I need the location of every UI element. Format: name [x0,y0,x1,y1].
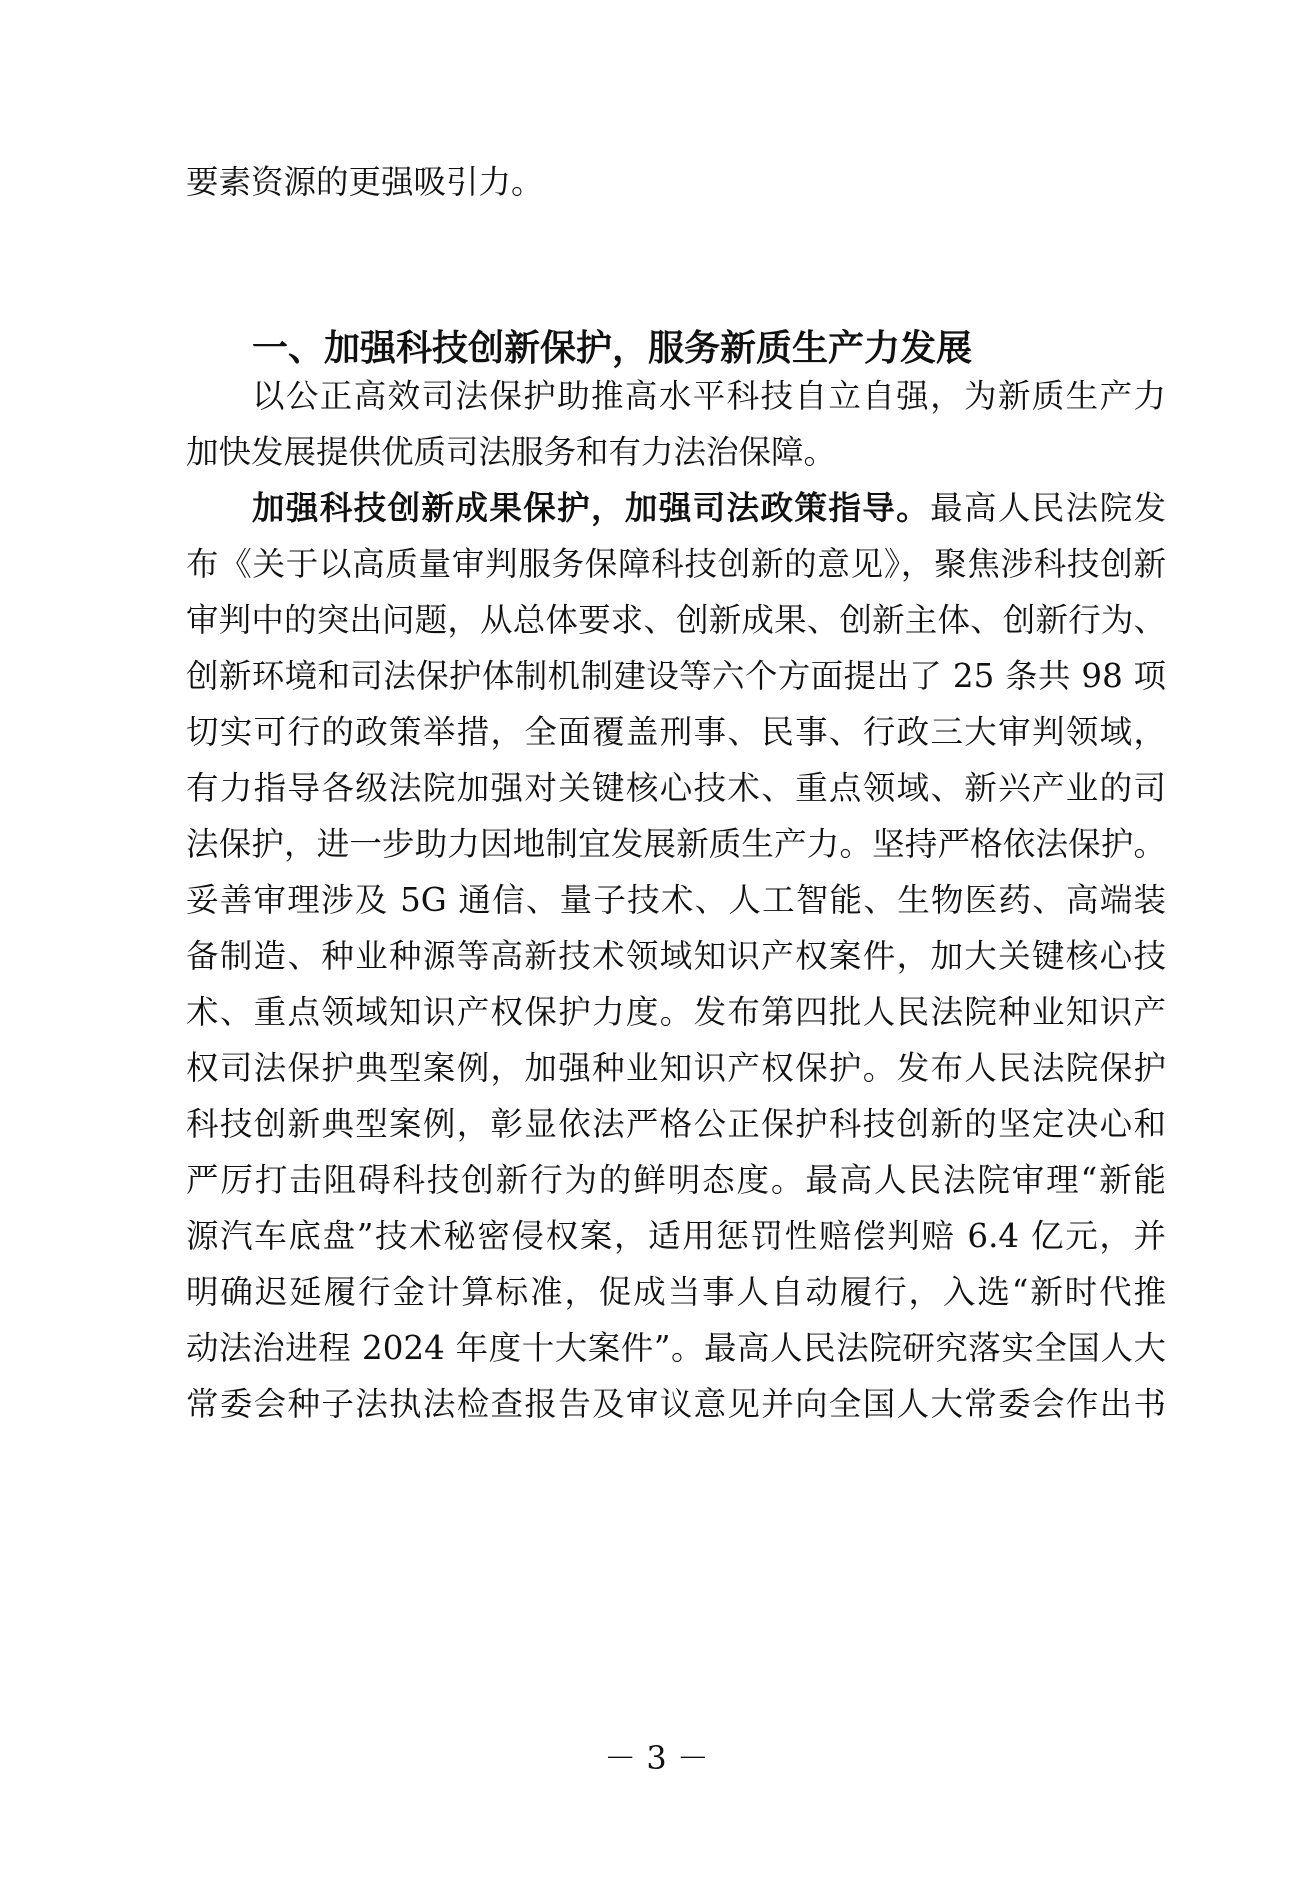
paragraph-line: 布《关于以高质量审判服务保障科技创新的意见》，聚焦涉科技创新 [186,545,1166,583]
paragraph-line: 审判中的突出问题，从总体要求、创新成果、创新主体、创新行为、 [186,601,1166,639]
page-number: － 3 － [604,1739,709,1777]
paragraph-line: 明确迟延履行金计算标准，促成当事人自动履行，入选“新时代推 [186,1273,1166,1311]
paragraph-line [252,488,1166,528]
paragraph-text: 最高人民法院发 [930,489,1166,527]
paragraph-line: 切实可行的政策举措，全面覆盖刑事、民事、行政三大审判领域， [186,713,1166,751]
paragraph-line: 以公正高效司法保护助推高水平科技自立自强，为新质生产力 [252,377,1166,415]
paragraph-line: 妥善审理涉及 5G 通信、量子技术、人工智能、生物医药、高端装 [186,881,1166,919]
continuation-line: 要素资源的更强吸引力。 [186,163,544,201]
paragraph-line: 法保护，进一步助力因地制宜发展新质生产力。坚持严格依法保护。 [186,825,1166,863]
paragraph-line: 创新环境和司法保护体制机制建设等六个方面提出了 25 条共 98 项 [186,657,1166,695]
paragraph-line: 加快发展提供优质司法服务和有力法治保障。 [186,433,837,471]
paragraph-line: 严厉打击阻碍科技创新行为的鲜明态度。最高人民法院审理“新能 [186,1161,1166,1199]
section-heading: 一、加强科技创新保护，服务新质生产力发展 [252,328,973,369]
paragraph-line: 权司法保护典型案例，加强种业知识产权保护。发布人民法院保护 [186,1049,1166,1087]
paragraph-line: 术、重点领域知识产权保护力度。发布第四批人民法院种业知识产 [186,993,1166,1031]
paragraph-line: 源汽车底盘”技术秘密侵权案，适用惩罚性赔偿判赔 6.4 亿元，并 [186,1217,1166,1255]
paragraph-line: 科技创新典型案例，彰显依法严格公正保护科技创新的坚定决心和 [186,1105,1166,1143]
paragraph-line: 常委会种子法执法检查报告及审议意见并向全国人大常委会作出书 [186,1385,1166,1423]
paragraph-line: 动法治进程 2024 年度十大案件”。最高人民法院研究落实全国人大 [186,1329,1166,1367]
paragraph-line: 备制造、种业种源等高新技术领域知识产权案件，加大关键核心技 [186,937,1166,975]
paragraph-lead-bold: 加强科技创新成果保护，加强司法政策指导。 [252,489,931,527]
paragraph-line: 有力指导各级法院加强对关键核心技术、重点领域、新兴产业的司 [186,769,1166,807]
